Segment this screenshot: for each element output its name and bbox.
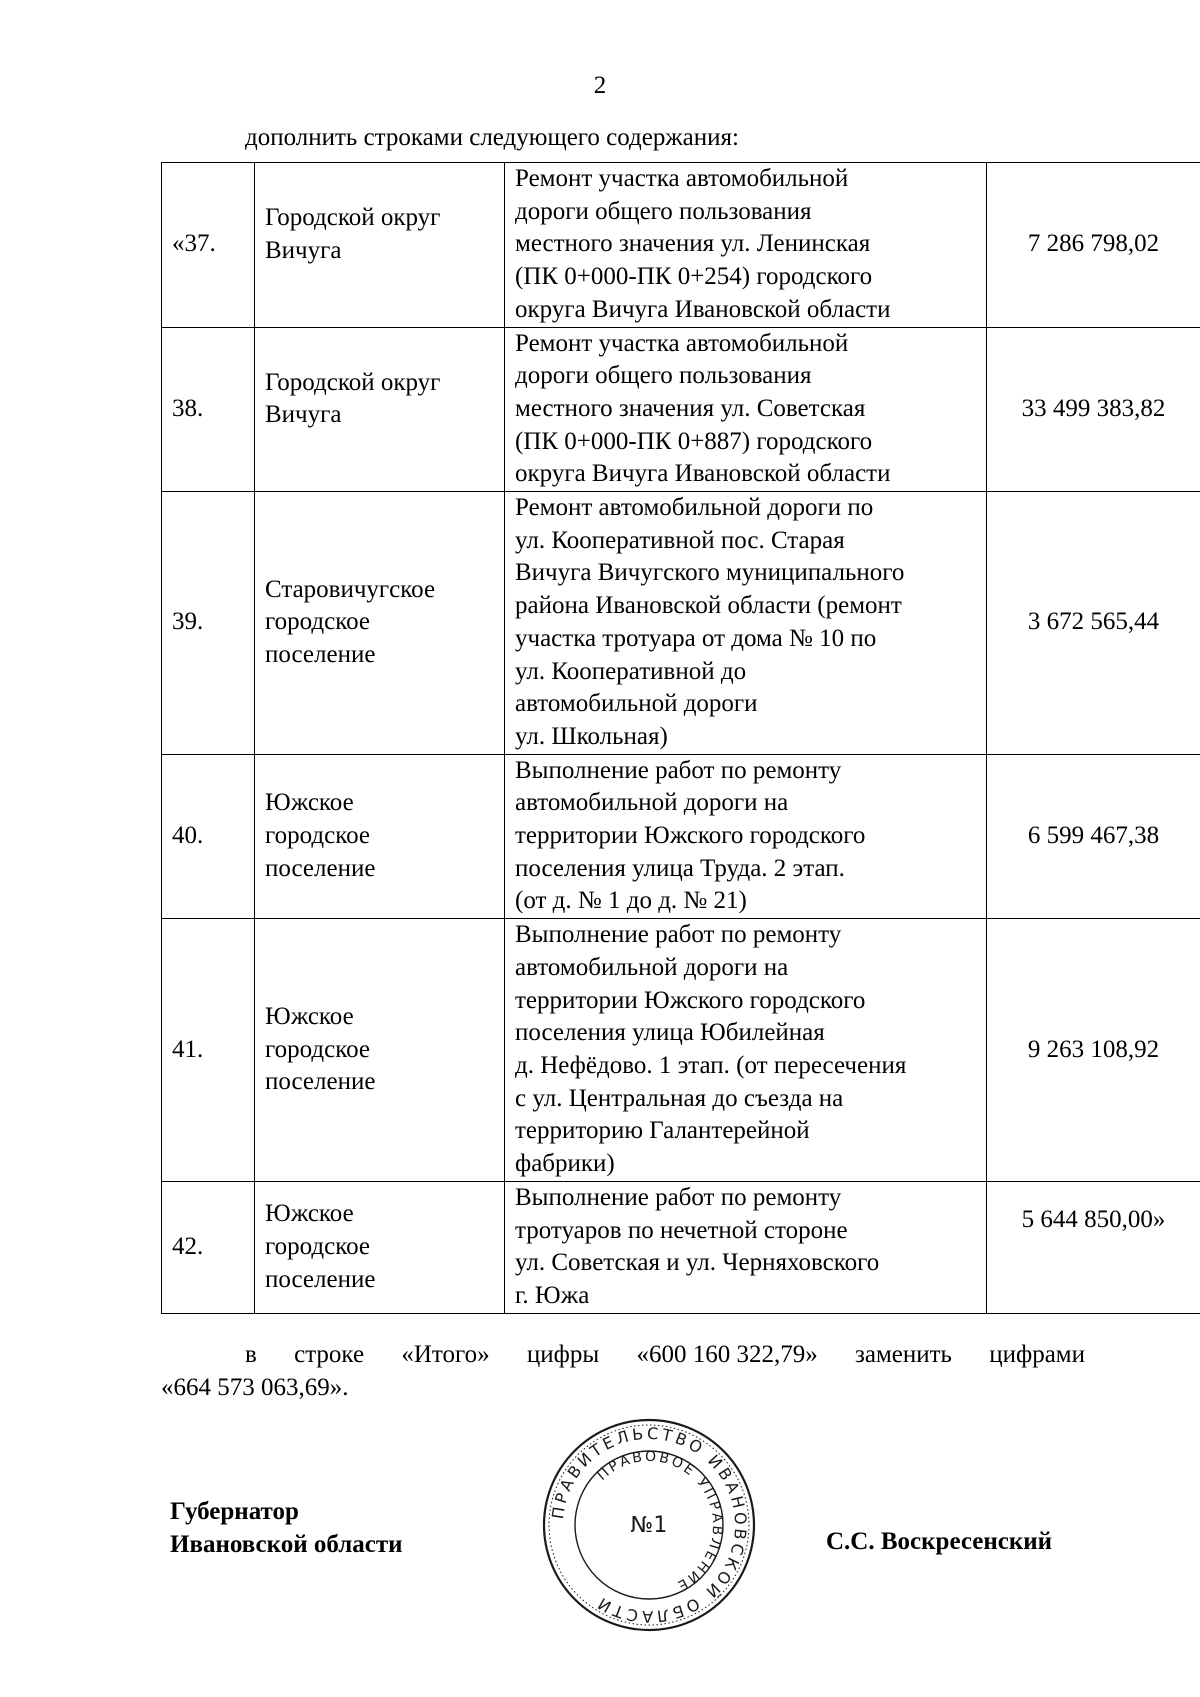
closing-word: в	[245, 1341, 257, 1368]
municipality-line: городское	[265, 608, 371, 636]
description-line: дороги общего пользования	[515, 197, 812, 225]
table-row	[162, 327, 1200, 492]
table-row	[162, 1181, 1200, 1313]
description-line: автомобильной дороги на	[515, 789, 789, 817]
description-line: ул. Кооперативной до	[515, 657, 747, 685]
closing-word: строке	[294, 1341, 365, 1368]
closing-word: цифры	[526, 1341, 600, 1368]
description-line: Выполнение работ по ремонту	[515, 756, 842, 784]
seal-outer-text: ПРАВИТЕЛЬСТВО ИВАНОВСКОЙ ОБЛАСТИ	[547, 1423, 751, 1627]
row-municipality	[255, 163, 505, 328]
seal-center-number: №1	[630, 1513, 668, 1538]
row-amount: 5 644 850,00»	[987, 1181, 1200, 1313]
municipality-line: Южское	[265, 1002, 354, 1030]
municipality-line: поселение	[265, 641, 376, 669]
row-description	[505, 754, 987, 919]
municipality-line: поселение	[265, 1068, 376, 1096]
row-municipality	[255, 327, 505, 492]
closing-line-2: «664 573 063,69».	[161, 1374, 349, 1401]
description-line: округа Вичуга Ивановской области	[515, 460, 891, 488]
closing-word: «600 160 322,79»	[636, 1341, 818, 1368]
description-line: г. Южа	[515, 1281, 590, 1309]
signatory-name: С.С. Воскресенский	[826, 1528, 1053, 1555]
municipality-line: Южское	[265, 789, 354, 817]
municipality-line: поселение	[265, 854, 376, 882]
description-line: поселения улица Труда. 2 этап.	[515, 854, 845, 882]
description-line: дороги общего пользования	[515, 362, 812, 390]
municipality-line: Старовичугское	[265, 575, 436, 603]
row-number: «37.	[162, 163, 255, 328]
row-description	[505, 327, 987, 492]
row-description	[505, 1181, 987, 1313]
signatory-title-line-1: Губернатор	[170, 1498, 299, 1525]
closing-line-1	[161, 1338, 1085, 1371]
table-row	[162, 163, 1200, 328]
description-line: Ремонт участка автомобильной	[515, 329, 849, 357]
description-line: местного значения ул. Советская	[515, 394, 866, 422]
description-line: фабрики)	[515, 1150, 615, 1178]
description-line: с ул. Центральная до съезда на	[515, 1084, 844, 1112]
row-number: 42.	[162, 1181, 255, 1313]
row-municipality	[255, 492, 505, 755]
description-line: д. Нефёдово. 1 этап. (от пересечения	[515, 1051, 907, 1079]
page-number: 2	[593, 72, 607, 99]
closing-word: «Итого»	[401, 1341, 490, 1368]
signatory-title	[170, 1495, 403, 1561]
row-amount: 33 499 383,82	[987, 327, 1200, 492]
municipality-line: городское	[265, 1232, 371, 1260]
description-line: территорию Галантерейной	[515, 1117, 810, 1145]
intro-text: дополнить строками следующего содержания:	[245, 124, 739, 151]
description-line: Выполнение работ по ремонту	[515, 921, 842, 949]
description-line: территории Южского городского	[515, 986, 866, 1014]
official-seal	[540, 1416, 758, 1634]
row-municipality	[255, 919, 505, 1182]
description-line: Ремонт участка автомобильной	[515, 165, 849, 192]
row-municipality	[255, 754, 505, 919]
municipality-line: городское	[265, 822, 371, 850]
row-amount: 9 263 108,92	[987, 919, 1200, 1182]
row-amount: 6 599 467,38	[987, 754, 1200, 919]
row-amount: 7 286 798,02	[987, 163, 1200, 328]
row-number: 40.	[162, 754, 255, 919]
row-description	[505, 919, 987, 1182]
row-amount: 3 672 565,44	[987, 492, 1200, 755]
description-line: участка тротуара от дома № 10 по	[515, 624, 877, 652]
table-row	[162, 754, 1200, 919]
municipality-line: Южское	[265, 1200, 354, 1228]
row-number: 39.	[162, 492, 255, 755]
description-line: местного значения ул. Ленинская	[515, 230, 871, 258]
description-line: территории Южского городского	[515, 822, 866, 850]
description-line: Выполнение работ по ремонту	[515, 1183, 842, 1211]
row-description	[505, 492, 987, 755]
description-line: (от д. № 1 до д. № 21)	[515, 887, 747, 915]
closing-word: цифрами	[989, 1341, 1085, 1368]
municipality-line: Городской округ	[265, 204, 441, 232]
items-table	[161, 162, 1200, 1314]
table-row	[162, 919, 1200, 1182]
description-line: тротуаров по нечетной стороне	[515, 1216, 848, 1244]
municipality-line: Вичуга	[265, 236, 342, 264]
seal-inner-text: ПРАВОВОЕ УПРАВЛЕНИЕ	[594, 1448, 726, 1595]
description-line: (ПК 0+000-ПК 0+254) городского	[515, 263, 873, 291]
description-line: ул. Кооперативной пос. Старая	[515, 526, 845, 554]
description-line: автомобильной дороги	[515, 690, 758, 718]
municipality-line: Городской округ	[265, 368, 441, 396]
row-municipality	[255, 1181, 505, 1313]
row-description	[505, 163, 987, 328]
municipality-line: поселение	[265, 1265, 376, 1293]
description-line: округа Вичуга Ивановской области	[515, 295, 891, 323]
description-line: (ПК 0+000-ПК 0+887) городского	[515, 427, 873, 455]
signatory-title-line-2: Ивановской области	[170, 1531, 403, 1558]
municipality-line: Вичуга	[265, 401, 342, 429]
description-line: ул. Советская и ул. Черняховского	[515, 1249, 880, 1277]
description-line: ул. Школьная)	[515, 722, 668, 750]
description-line: Ремонт автомобильной дороги по	[515, 494, 874, 522]
description-line: поселения улица Юбилейная	[515, 1019, 825, 1047]
description-line: района Ивановской области (ремонт	[515, 592, 902, 620]
row-number: 38.	[162, 327, 255, 492]
table-row	[162, 492, 1200, 755]
closing-paragraph	[161, 1338, 1085, 1404]
description-line: Вичуга Вичугского муниципального	[515, 559, 905, 587]
municipality-line: городское	[265, 1035, 371, 1063]
description-line: автомобильной дороги на	[515, 953, 789, 981]
row-number: 41.	[162, 919, 255, 1182]
closing-word: заменить	[854, 1341, 952, 1368]
